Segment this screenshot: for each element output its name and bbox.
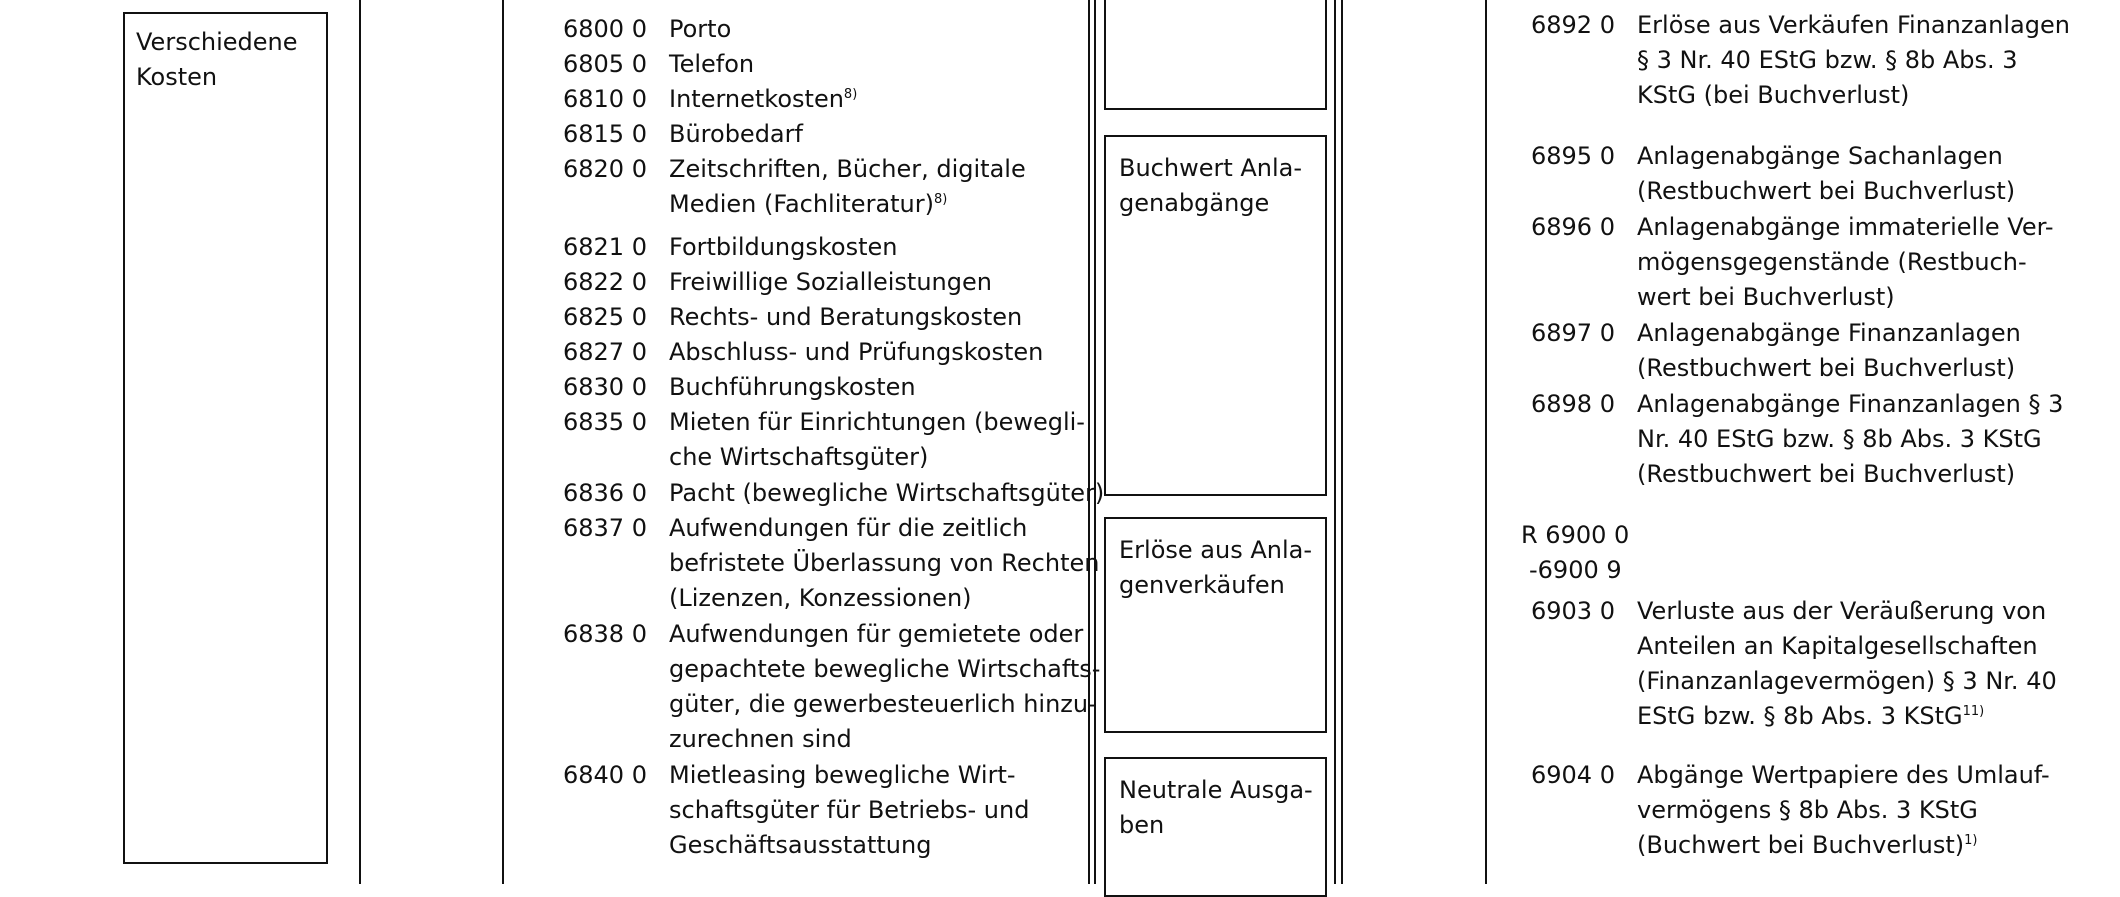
account-text: Anlagenabgänge Sachanlagen [1637, 142, 2003, 170]
account-text: Verluste aus der Veräußerung von [1637, 597, 2047, 625]
category-label [136, 25, 298, 95]
account-code: 6903 0 [1531, 597, 1615, 625]
account-text: (Buchwert bei Buchverlust) [1637, 831, 1965, 859]
account-text: Abschluss- und Prüfungskosten [669, 338, 1044, 366]
account-text: (Restbuchwert bei Buchverlust) [1637, 177, 2016, 205]
account-code: 6897 0 [1531, 319, 1615, 347]
account-text: Pacht (bewegliche Wirtschaftsgüter) [669, 479, 1105, 507]
category-label-line: Buchwert Anla- [1119, 154, 1303, 182]
category-label-line: Neutrale Ausga- [1119, 776, 1313, 804]
account-text: Freiwillige Sozialleistungen [669, 268, 992, 296]
category-label-line: genverkäufen [1119, 571, 1285, 599]
account-text: Fortbildungskosten [669, 233, 898, 261]
account-text: Geschäftsausstattung [669, 831, 932, 859]
category-label-line: Verschiedene [136, 28, 298, 56]
account-range-end: -6900 9 [1529, 556, 1622, 584]
account-text: Anlagenabgänge immaterielle Ver- [1637, 213, 2054, 241]
account-code: 6830 0 [563, 373, 647, 401]
account-text: befristete Überlassung von Rechten [669, 549, 1100, 577]
category-label [1119, 533, 1312, 603]
category-label-line: Kosten [136, 63, 218, 91]
account-code: 6810 0 [563, 85, 647, 113]
account-code: 6822 0 [563, 268, 647, 296]
account-text: Nr. 40 EStG bzw. § 8b Abs. 3 KStG [1637, 425, 2042, 453]
account-code: 6800 0 [563, 15, 647, 43]
column-rule [1341, 0, 1343, 884]
footnote-marker: 8) [934, 192, 948, 207]
category-box-verschiedene-kosten [123, 12, 328, 864]
account-text: wert bei Buchverlust) [1637, 283, 1895, 311]
account-text: güter, die gewerbesteuerlich hinzu- [669, 690, 1097, 718]
account-text: Abgänge Wertpapiere des Umlauf- [1637, 761, 2050, 789]
account-code: 6827 0 [563, 338, 647, 366]
account-text: (Finanzanlagevermögen) § 3 Nr. 40 [1637, 667, 2057, 695]
account-text: gepachtete bewegliche Wirtschafts- [669, 655, 1101, 683]
column-rule [1334, 0, 1336, 884]
account-text: Mieten für Einrichtungen (bewegli- [669, 408, 1085, 436]
account-text: mögensgegenstände (Restbuch- [1637, 248, 2027, 276]
column-rule [1485, 0, 1487, 884]
account-code: 6815 0 [563, 120, 647, 148]
account-text: § 3 Nr. 40 EStG bzw. § 8b Abs. 3 [1637, 46, 2018, 74]
account-text: Telefon [669, 50, 755, 78]
account-range-start: R 6900 0 [1521, 521, 1630, 549]
account-text: KStG (bei Buchverlust) [1637, 81, 1910, 109]
account-text: Internetkosten [669, 85, 844, 113]
account-code: 6821 0 [563, 233, 647, 261]
account-text: Anlagenabgänge Finanzanlagen [1637, 319, 2021, 347]
account-text: Mietleasing bewegliche Wirt- [669, 761, 1016, 789]
account-text: schaftsgüter für Betriebs- und [669, 796, 1030, 824]
account-text: zurechnen sind [669, 725, 852, 753]
account-code: 6895 0 [1531, 142, 1615, 170]
footnote-marker: 8) [843, 87, 858, 102]
category-label-line: genabgänge [1119, 189, 1270, 217]
account-text: Rechts- und Beratungskosten [669, 303, 1023, 331]
account-code: 6838 0 [563, 620, 647, 648]
account-code: 6835 0 [563, 408, 647, 436]
category-label [1119, 773, 1313, 843]
account-code: 6836 0 [563, 479, 647, 507]
account-code: 6904 0 [1531, 761, 1615, 789]
account-text: Medien (Fachliteratur) [669, 190, 934, 218]
account-code: 6898 0 [1531, 390, 1615, 418]
category-box-top [1104, 0, 1327, 110]
account-text: Anlagenabgänge Finanzanlagen § 3 [1637, 390, 2064, 418]
account-code: 6825 0 [563, 303, 647, 331]
column-rule [502, 0, 504, 884]
account-code: 6840 0 [563, 761, 647, 789]
account-text: Bürobedarf [669, 120, 803, 148]
account-code: 6820 0 [563, 155, 647, 183]
category-label-line: Erlöse aus Anla- [1119, 536, 1312, 564]
account-text: (Restbuchwert bei Buchverlust) [1637, 354, 2016, 382]
account-text: Zeitschriften, Bücher, digitale [669, 155, 1026, 183]
footnote-marker: 11) [1962, 704, 1985, 719]
category-label [1119, 151, 1302, 221]
account-text: Aufwendungen für die zeitlich [669, 514, 1028, 542]
column-rule [359, 0, 361, 884]
account-text: EStG bzw. § 8b Abs. 3 KStG [1637, 702, 1963, 730]
account-code: 6837 0 [563, 514, 647, 542]
account-text: che Wirtschaftsgüter) [669, 443, 929, 471]
account-text: (Lizenzen, Konzessionen) [669, 584, 972, 612]
account-code: 6896 0 [1531, 213, 1615, 241]
account-text: Buchführungskosten [669, 373, 916, 401]
account-text: vermögens § 8b Abs. 3 KStG [1637, 796, 1978, 824]
account-text: Erlöse aus Verkäufen Finanzanlagen [1637, 11, 2070, 39]
account-code: 6805 0 [563, 50, 647, 78]
account-text: Anteilen an Kapitalgesellschaften [1637, 632, 2038, 660]
account-range [1521, 518, 1629, 588]
category-label-line: ben [1119, 811, 1165, 839]
account-code: 6892 0 [1531, 11, 1615, 39]
account-text: (Restbuchwert bei Buchverlust) [1637, 460, 2016, 488]
footnote-marker: 1) [1964, 833, 1978, 848]
account-text: Aufwendungen für gemietete oder [669, 620, 1084, 648]
account-text: Porto [669, 15, 732, 43]
